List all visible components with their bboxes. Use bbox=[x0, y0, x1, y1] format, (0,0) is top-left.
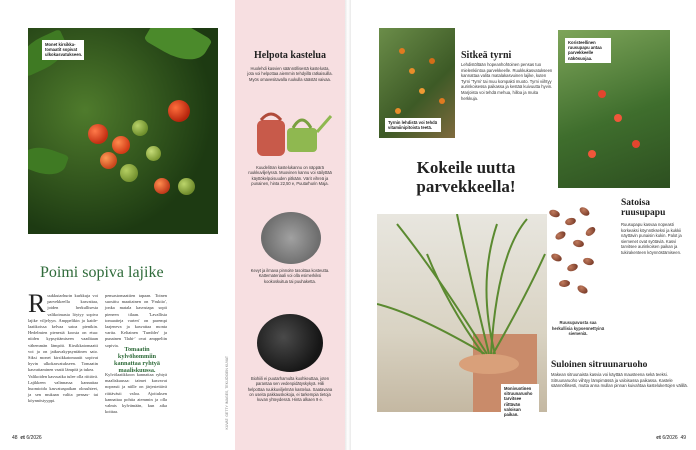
sea-buckthorn-title: Sitkeä tyrni bbox=[461, 50, 512, 61]
runner-bean-title: Satoisa ruusupapu bbox=[621, 198, 666, 218]
left-magazine-name: et bbox=[20, 435, 26, 441]
left-column-1-text: uukkutarhurin kurkkuja voi parvekkeella kasvattaa, joiden herkullisesta valikoimasta löytyy sopiva lajike viljelyyn. Amppelikin ja kaide-laatikoissa kelvaa satoa pienikin. Hedelmien pienestä koosta on etua: niiden kypsyttämiseen vaaditaan vähemmän lämpöä. Kirsikkatomaatti voi ja on jatkuvakypsyntäinen sato. Siksi monet kirsikkatomaatit sopivat hyvin ulkokasvatukseen. Tomaatin kasvattaminen vaatii lämpöä ja tukea. bbox=[28, 293, 98, 373]
beans-caption: Ruusupavusta saa herkullisia kypsennettyinä siemeniä. bbox=[551, 320, 605, 337]
right-folio bbox=[656, 435, 686, 441]
watering-can-caption: Kuudelitran kastelukannu on näppärä ruukkuviljelyssä. Muovinen kannu voi säilyttää käyttökelpoisuuden pitkään. Värit vihreä ja punainen, hinta 22,50 e, Puutarhurin Maja. bbox=[248, 165, 332, 186]
biochar-image bbox=[257, 314, 323, 372]
sea-buckthorn-caption: Tyrnin lehdistä voi tehdä vitamiinipitoista teetä. bbox=[385, 118, 441, 132]
watering-can-image bbox=[247, 98, 333, 160]
biochar-caption: Biohiili ei puutarhamulta kuohkeuttaa, joten parantaa sen vedenpidätyskykyä. Hiili helpottaa ruukkuviljelmän kastelua. Saatavana on useita pakkauskokoja, ei tarkempia tietoja kuvan yhteydessä. Hinta alkaen 9 e. bbox=[247, 376, 333, 403]
left-column-1 bbox=[28, 289, 98, 405]
runner-bean-caption: Koristeellinen ruusupapu antaa parvekkeelle näkösuojaa. bbox=[565, 38, 611, 63]
beans-image bbox=[545, 206, 605, 306]
mulch-caption: Kevyt ja ilmava pinnoite tasoittaa kosteutta. Kattemateriaali voi olla esimerkiksi kookoskuitua tai puuhaketta. bbox=[250, 268, 330, 284]
left-column-3: Kylvölaatikkoon kannattaa ryhtyä maaliskuussa: taimet kasvavat nopeasti ja niille on järjestettävä riittävästi valoa. Ajoituksen kannattaa pohtia aiemmin ja olla valmis kylvämään, kun aika koittaa. bbox=[105, 372, 167, 415]
left-article-title: Poimi sopiva lajike bbox=[40, 264, 164, 281]
lemongrass-illustration bbox=[377, 214, 547, 412]
left-column-2: pensastomaattien tapaan. Toinen suosittu maatiainen on 'Fruktio', jonka matala kasvutapa sopii pieneen tilaan. 'Lavallisia tomaatteja varten' on parempi laajeneva ja kasvattaa monta vartta. Keltainen 'Tumbler' ja punainen 'Ilahi-' ovat amppeliin sopivia. bbox=[105, 293, 167, 348]
drop-cap: R bbox=[28, 289, 46, 318]
sidebar-title: Helpota kastelua bbox=[254, 50, 326, 61]
left-page bbox=[0, 0, 345, 450]
right-issue: 6/2026 bbox=[662, 435, 678, 441]
photo-credit: KUVAT: GETTY IMAGES, TEKIJÖIDEN KUVAT bbox=[225, 356, 229, 430]
right-page bbox=[351, 0, 696, 450]
tomato-photo-caption: Monet kirsikka-tomaatit sopivat ulkokasvatukseen. bbox=[42, 40, 84, 60]
watering-sidebar bbox=[235, 0, 345, 450]
right-page-number: 49 bbox=[680, 435, 686, 441]
left-column-1b-text: Valikoiden kasvuaika tulee olla riittävä. Lajikkeen valinnassa kannattaa huomioida kasvatuspaikan olosuhteet, ja sen mukaan valita pensas- tai köynnöstyyppi. bbox=[28, 373, 98, 404]
pull-quote: Tomaatin kylvöhommiin kannattaa ryhtyä maaliskuussa. bbox=[114, 346, 160, 374]
mulch-image bbox=[261, 212, 321, 264]
sidebar-intro: Huolehdi kasvien säännöllisestä kastelusta, jota voi helpottaa aiemmin tehdyillä ratkaisuilla. Myös omavesitavalla ruukulla säästät vaivaa. bbox=[247, 66, 333, 82]
lemongrass-title: Suloinen sitruunaruoho bbox=[551, 360, 648, 370]
main-headline: Kokeile uutta parvekkeella! bbox=[416, 158, 516, 196]
lemongrass-caption: Monivuotinen sitruunaruoho tarvitsee riittävän valoisan paikan. bbox=[501, 384, 539, 419]
lemongrass-text: Makean sitruunaista kasvia voi käyttää mausteena sekä teeksi. Sitruunaruoho viihtyy lämpimässä ja valoisassa paikassa. Kastele säännöllisesti, mutta anna mullan pinnan kuivahtaa kastelukertojen välillä. bbox=[551, 372, 688, 389]
sea-buckthorn-text: Lehdistöltään hopeanhohtoinen pensas tuo mielenkiintoa parvekkeelle. Ruukkukasvatukseen kannattaa valita matalakasvuinen lajike, kuten Tyrni 'Tyrni' tai muu kompakti muoto. Tyrni viihtyy aurinkoisessa paikassa ja kestää kuivuutta hyvin. Marjoista voi tehdä mehua, hilloa ja muita herkkuja. bbox=[461, 62, 553, 101]
left-folio bbox=[12, 435, 42, 441]
left-page-number: 48 bbox=[12, 435, 18, 441]
left-issue: 6/2026 bbox=[26, 435, 42, 441]
runner-bean-text: Ruusupapu kasvaa nopeasti korkeaksi köynnökseksi ja kukkii näyttävin punaisin kukin. Palot ja siemenet ovat syötäviä. Kasvi tarvitsee aurinkoisen paikan ja tukirakenteen köynnöstämiseen. bbox=[621, 222, 682, 255]
right-magazine-name: et bbox=[656, 435, 661, 441]
lemongrass-photo bbox=[377, 214, 547, 412]
